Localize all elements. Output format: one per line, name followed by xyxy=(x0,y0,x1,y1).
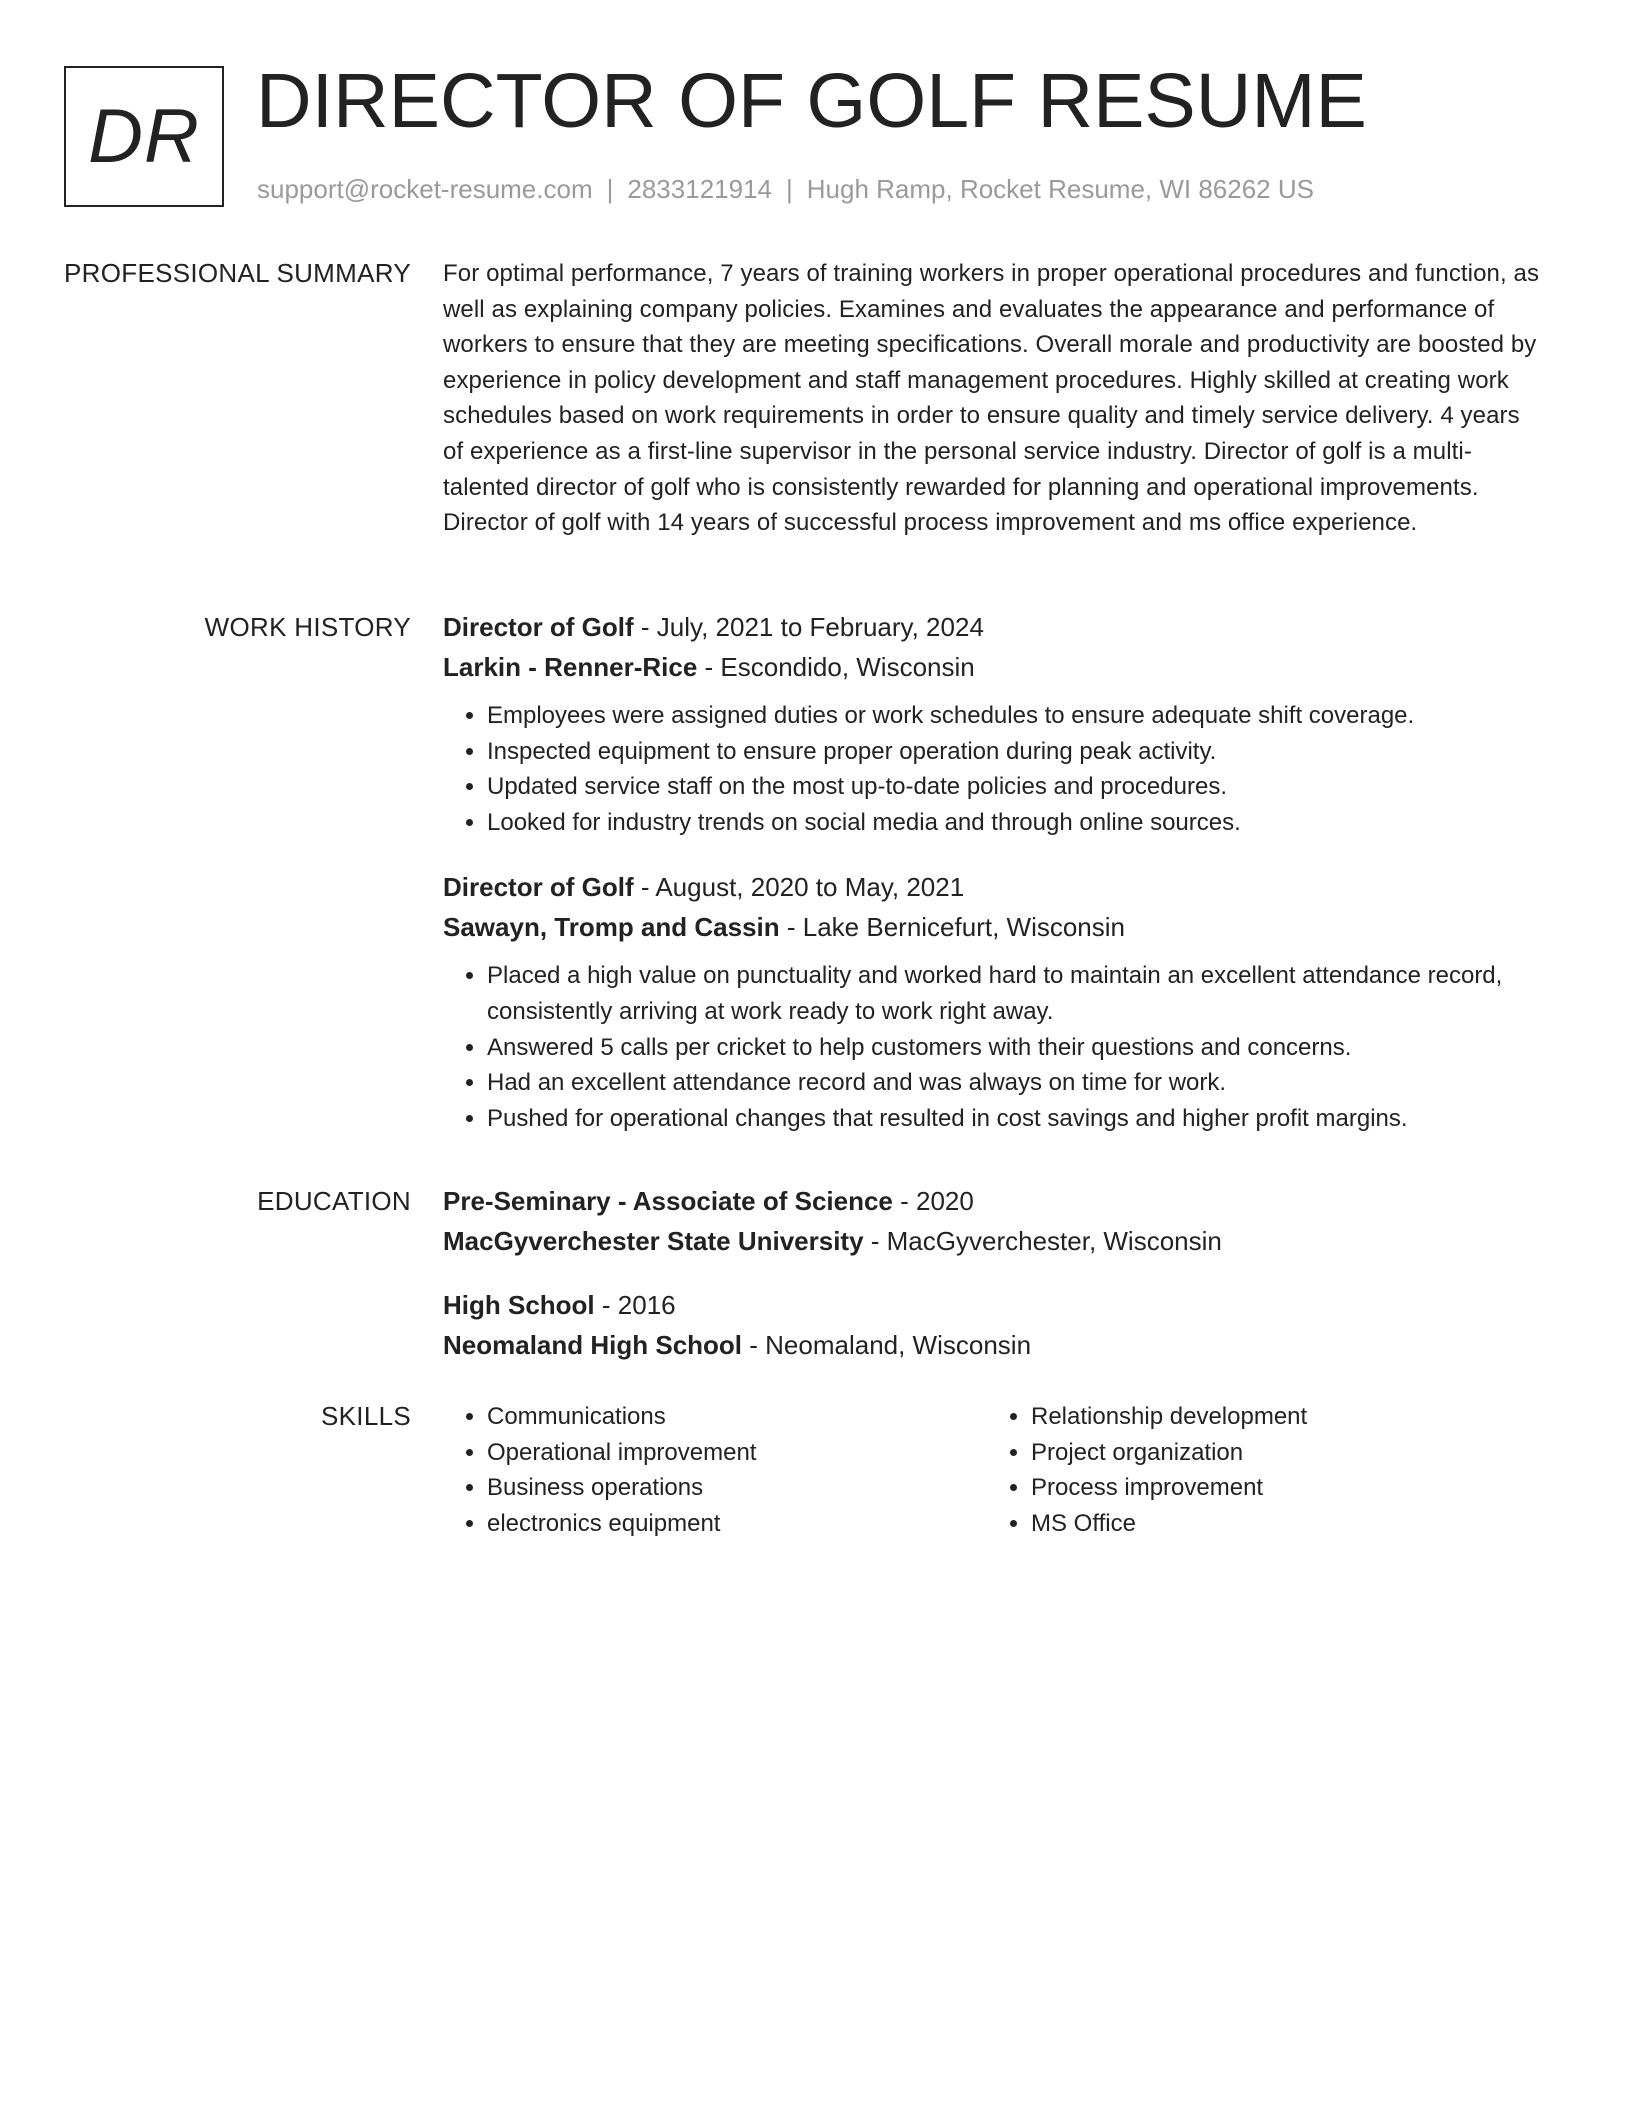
contact-phone[interactable]: 2833121914 xyxy=(627,174,772,204)
job-bullet: • Answered 5 calls per cricket to help customers with their questions and concerns. xyxy=(487,1030,1543,1066)
education-year: - 2016 xyxy=(594,1290,676,1320)
education-degree-line xyxy=(443,1184,1543,1218)
job-bullet: • Inspected equipment to ensure proper operation during peak activity. xyxy=(487,734,1543,770)
contact-line xyxy=(257,172,1314,206)
skill-item: • Relationship development xyxy=(1031,1399,1531,1435)
education-body xyxy=(443,1184,1543,1362)
education-entry xyxy=(443,1288,1543,1362)
education-school-line xyxy=(443,1328,1543,1362)
skill-item: • Process improvement xyxy=(1031,1470,1531,1506)
job-entry xyxy=(443,610,1543,840)
contact-address: Hugh Ramp, Rocket Resume, WI 86262 US xyxy=(806,174,1314,204)
job-company: Larkin - Renner-Rice xyxy=(443,652,698,682)
education-location: - MacGyverchester, Wisconsin xyxy=(863,1226,1222,1256)
job-title-line xyxy=(443,610,1543,644)
skills-body xyxy=(443,1399,1543,1541)
education-school: MacGyverchester State University xyxy=(443,1226,864,1256)
education-school-line xyxy=(443,1224,1543,1258)
job-bullet: • Pushed for operational changes that resulted in cost savings and higher profit margins. xyxy=(487,1101,1543,1137)
skill-item: • MS Office xyxy=(1031,1506,1531,1542)
job-bullet: • Looked for industry trends on social media and through online sources. xyxy=(487,805,1543,841)
job-title: Director of Golf xyxy=(443,872,634,903)
skill-item: • Project organization xyxy=(1031,1435,1531,1471)
job-dates: - July, 2021 to February, 2024 xyxy=(633,612,984,642)
job-title: Director of Golf xyxy=(443,612,634,642)
job-company-line xyxy=(443,650,1543,684)
job-company: Sawayn, Tromp and Cassin xyxy=(443,912,780,943)
skills-column-right xyxy=(987,1399,1531,1541)
skills-column-left xyxy=(443,1399,987,1541)
job-bullet: • Had an excellent attendance record and was always on time for work. xyxy=(487,1065,1543,1101)
skills-grid xyxy=(443,1399,1543,1541)
skill-item: • Business operations xyxy=(487,1470,987,1506)
work-history-body xyxy=(443,610,1543,1136)
education-degree: High School xyxy=(443,1290,595,1320)
section-label-work-history: WORK HISTORY xyxy=(204,612,411,642)
resume-title: DIRECTOR OF GOLF RESUME xyxy=(256,58,1367,144)
education-school: Neomaland High School xyxy=(443,1330,743,1360)
job-dates: - August, 2020 to May, 2021 xyxy=(633,872,965,903)
job-location: - Lake Bernicefurt, Wisconsin xyxy=(779,912,1126,943)
job-company-line xyxy=(443,910,1543,944)
section-label-summary: PROFESSIONAL SUMMARY xyxy=(64,258,411,288)
education-location: - Neomaland, Wisconsin xyxy=(742,1330,1032,1360)
education-degree-line xyxy=(443,1288,1543,1322)
contact-email[interactable]: support@rocket-resume.com xyxy=(257,174,593,204)
education-entry xyxy=(443,1184,1543,1258)
education-degree: Pre-Seminary - Associate of Science xyxy=(443,1186,893,1216)
job-title-line xyxy=(443,870,1543,904)
section-label-education: EDUCATION xyxy=(257,1186,411,1216)
job-bullet: • Placed a high value on punctuality and worked hard to maintain an excellent attendance record, consistently arriving at work ready to work right away. xyxy=(487,958,1543,1029)
job-bullets xyxy=(443,958,1543,1136)
job-bullet: • Updated service staff on the most up-to-date policies and procedures. xyxy=(487,769,1543,805)
contact-separator: | xyxy=(606,174,614,204)
section-label-skills: SKILLS xyxy=(321,1401,411,1431)
job-bullet: • Employees were assigned duties or work schedules to ensure adequate shift coverage. xyxy=(487,698,1543,734)
education-year: - 2020 xyxy=(892,1186,974,1216)
job-entry xyxy=(443,870,1543,1136)
job-bullets xyxy=(443,698,1543,840)
skill-item: • electronics equipment xyxy=(487,1506,987,1542)
skill-item: • Operational improvement xyxy=(487,1435,987,1471)
contact-separator: | xyxy=(786,174,793,204)
job-location: - Escondido, Wisconsin xyxy=(697,652,975,682)
summary-text: For optimal performance, 7 years of training workers in proper operational procedures and function, as well as explaining company policies. Examines and evaluates the appearance and performance of workers to ensure that they are meeting specifications. Overall morale and productivity are boosted by experience in policy development and staff management procedures. Highly skilled at creating work schedules based on work requirements in order to ensure quality and timely service delivery. 4 years of experience as a first-line supervisor in the personal service industry. Director of golf is a multi-talented director of golf who is consistently rewarded for planning and operational improvements. Director of golf with 14 years of successful process improvement and ms office experience. xyxy=(443,260,1540,537)
skill-item: • Communications xyxy=(487,1399,987,1435)
monogram-logo: DR xyxy=(64,66,224,207)
summary-body xyxy=(443,256,1543,541)
